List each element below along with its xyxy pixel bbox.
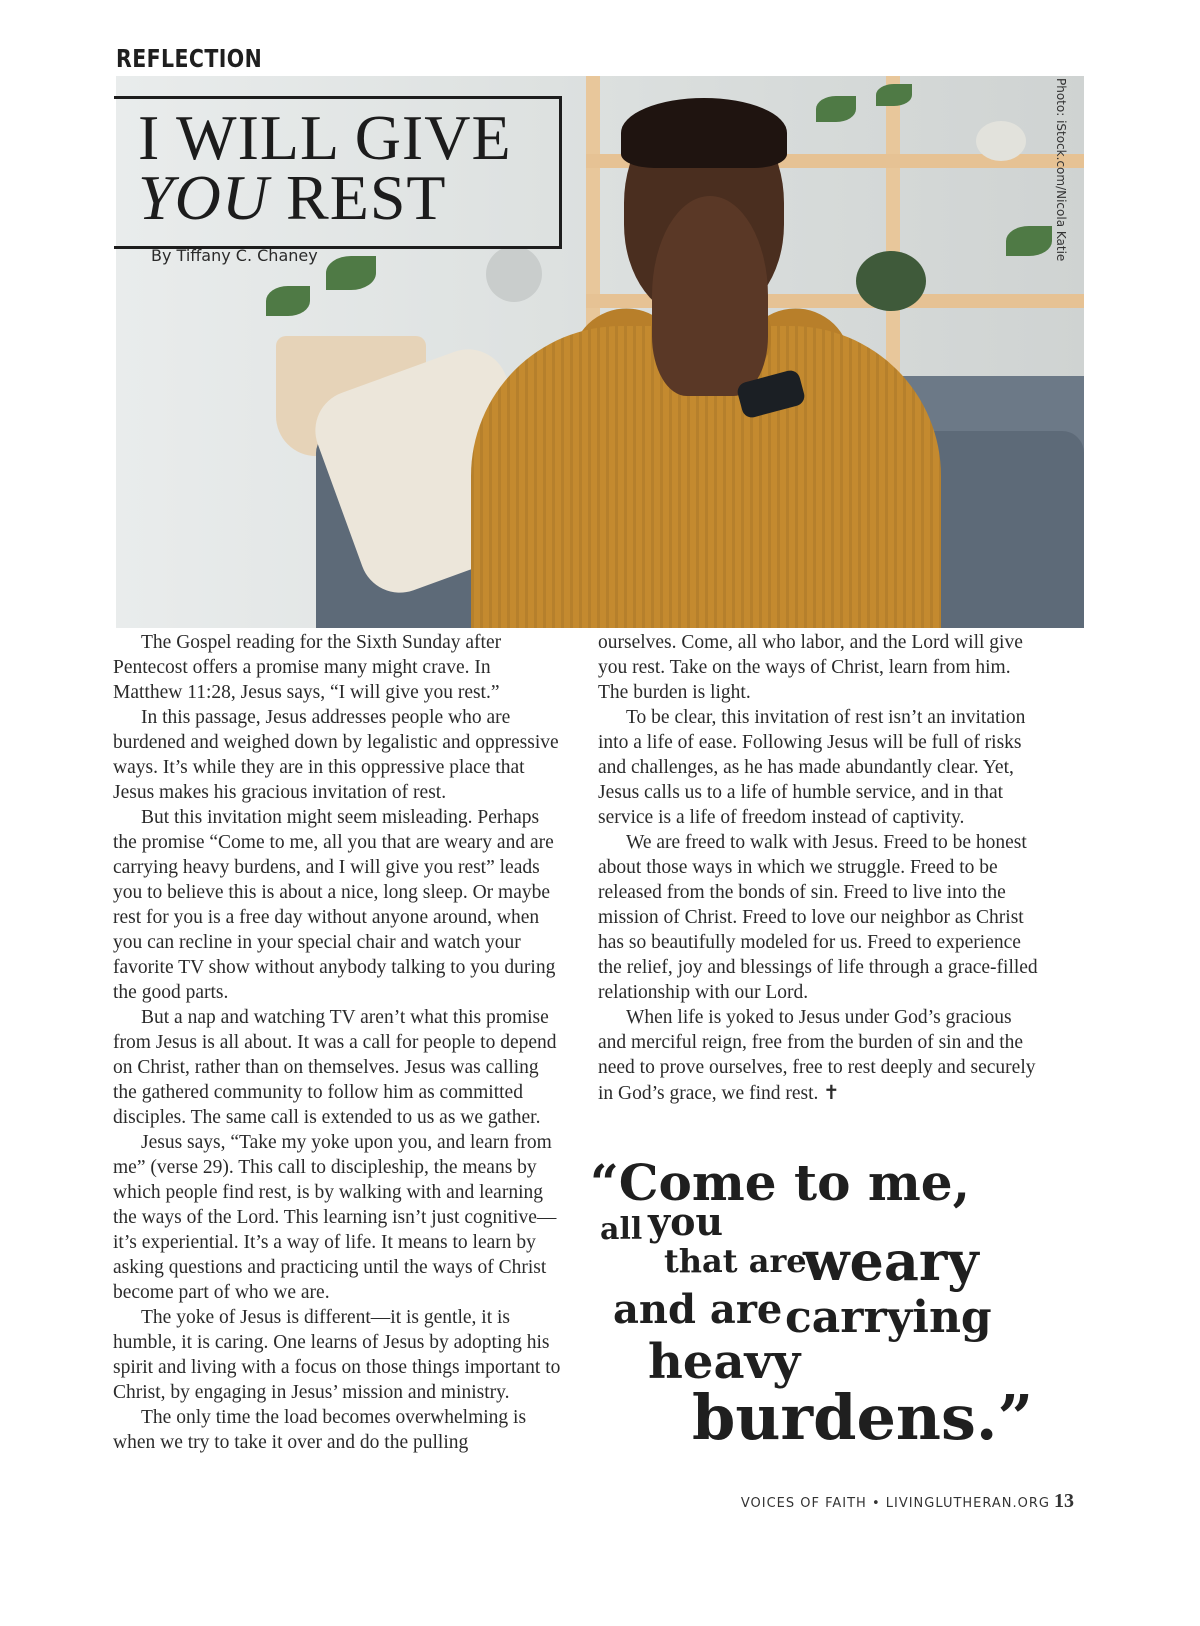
page-number: 13 (1054, 1490, 1074, 1512)
title-you: YOU (138, 162, 270, 233)
pull-quote-word: burdens.” (692, 1381, 1034, 1454)
pull-quote-word: carrying (785, 1292, 992, 1343)
cross-icon: ✝ (823, 1081, 840, 1104)
photo-credit: Photo: iStock.com/Nicola Katie (1054, 78, 1068, 262)
paragraph: The only time the load becomes overwhelming is when we try to take it over and do the pulling (113, 1407, 527, 1453)
pull-quote-word: all (600, 1212, 643, 1247)
paragraph: The Gospel reading for the Sixth Sunday after Pentecost offers a promise many might crave. In Matthew 11:28, Jesus says, “I will give you rest.” (113, 632, 502, 703)
footer-text: VOICES OF FAITH • LIVINGLUTHERAN.ORG (740, 1496, 1050, 1511)
paragraph: The yoke of Jesus is different—it is gentle, it is humble, it is caring. One learns of Jesus by adopting his spirit and living with a focus on those things important to Christ, by engaging in Jesus’ mission and ministry. (113, 1307, 561, 1403)
body-column-right (598, 630, 1043, 1106)
pull-quote-word: that are (664, 1242, 807, 1280)
pull-quote-word: and are (613, 1286, 783, 1333)
paragraph: To be clear, this invitation of rest isn’t an invitation into a life of ease. Following Jesus will be full of risks and challenges, as he has made abundantly clear. Yet, Jesus calls us to a life of humble service, and in that service is a life of freedom instead of captivity. (598, 707, 1026, 828)
pull-quote-word: heavy (648, 1334, 801, 1390)
body-column-left (113, 630, 563, 1455)
byline: By Tiffany C. Chaney (151, 246, 318, 265)
pull-quote-word: weary (803, 1229, 979, 1293)
paragraph: We are freed to walk with Jesus. Freed to be honest about those ways in which we struggle. Freed to be released from the bonds of sin. Freed to live into the mission of Christ. Freed to love our neighbor as Christ has so beautifully modeled for us. Freed to experience the relief, joy and blessings of life through a grace-filled relationship with our Lord. (598, 832, 1038, 1003)
paragraph: But a nap and watching TV aren’t what this promise from Jesus is all about. It was a call for people to depend on Christ, rather than on themselves. Jesus was calling the gathered community to follow him as committed disciples. The same call is extended to us as we gather. (113, 1007, 557, 1128)
page-footer (741, 1490, 1074, 1513)
paragraph: But this invitation might seem misleading. Perhaps the promise “Come to me, all you that are weary and are carrying heavy burdens, and I will give you rest” leads you to believe this is about a nice, long sleep. Or maybe rest for you is a free day without anyone around, when you can recline in your special chair and watch your favorite TV show without anybody talking to you during the good parts. (113, 807, 556, 1003)
title-line-1: I WILL GIVE (138, 102, 512, 173)
title-rest: REST (269, 162, 447, 233)
paragraph: Jesus says, “Take my yoke upon you, and learn from me” (verse 29). This call to discipleship, the means by which people find rest, is by walking with and learning the ways of the Lord. This learning isn’t just cognitive—it’s experiential. It’s a way of life. It means to learn by asking questions and practicing until the ways of Christ become part of who we are. (113, 1132, 557, 1303)
paragraph: ourselves. Come, all who labor, and the Lord will give you rest. Take on the ways of Christ, learn from him. The burden is light. (598, 632, 1023, 703)
clasped-hands (652, 196, 768, 396)
article-title (138, 102, 512, 233)
paragraph: In this passage, Jesus addresses people who are burdened and weighed down by legalistic and oppressive ways. It’s while they are in this oppressive place that Jesus makes his gracious invitation of rest. (113, 707, 559, 803)
paragraph-final: When life is yoked to Jesus under God’s gracious and merciful reign, free from the burden of sin and the need to prove ourselves, free to rest deeply and securely in God’s grace, we find rest. ✝ (598, 1007, 1036, 1104)
section-label: REFLECTION (116, 44, 263, 73)
pull-quote-word: you (648, 1199, 724, 1244)
pull-quote-word: “Come to me, (590, 1153, 971, 1212)
